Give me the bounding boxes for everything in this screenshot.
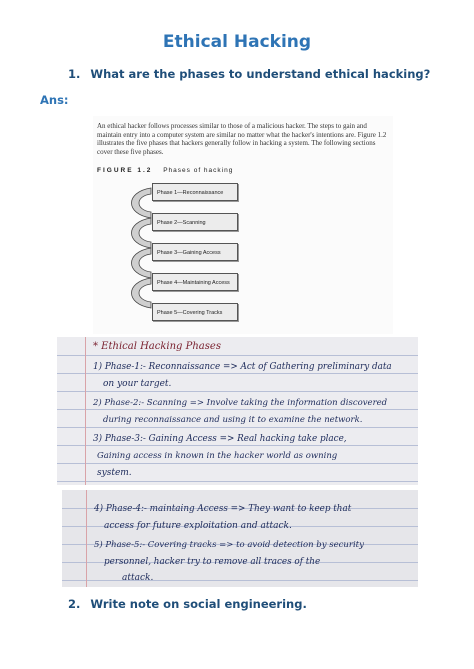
figure-number: FIGURE 1.2: [97, 167, 153, 174]
notes-line: 4) Phase-4:- maintaing Access => They want to keep that: [94, 504, 352, 514]
phase-box-5: Phase 5—Covering Tracks: [152, 303, 238, 321]
handwritten-notes-photo-1: [57, 337, 418, 485]
notes-line: attack.: [122, 573, 154, 583]
textbook-paragraph: An ethical hacker follows processes similar to those of a malicious hacker. The steps to gain and maintain entry into a computer system are similar no matter what the hacker's intentions are. Figure 1.2 illustrates the five phases that hackers generally follow in hacking a system. The following sections cover these five phases.: [97, 122, 387, 156]
handwritten-notes-photo-2: [62, 490, 418, 587]
notes-line: personnel, hacker try to remove all traces of the: [104, 557, 321, 567]
notes-line: 3) Phase-3:- Gaining Access => Real hacking take place,: [93, 434, 347, 444]
question-1: [68, 67, 430, 81]
phase-box-3: Phase 3—Gaining Access: [152, 243, 238, 261]
notes-line: 1) Phase-1:- Reconnaissance => Act of Gathering preliminary data: [93, 362, 392, 372]
figure-caption: Phases of hacking: [163, 167, 234, 174]
question-2-number: 2.: [68, 597, 81, 611]
question-1-number: 1.: [68, 67, 81, 81]
question-1-text: What are the phases to understand ethical hacking?: [90, 67, 431, 81]
textbook-scan-image: [93, 116, 393, 334]
notes-heading: * Ethical Hacking Phases: [93, 341, 221, 352]
notes-line: 2) Phase-2:- Scanning => Involve taking the information discovered: [93, 398, 388, 408]
notes-line: 5) Phase-5:- Covering tracks => to avoid detection by security: [94, 540, 364, 550]
notes-line: during reconnaissance and using it to examine the network.: [103, 415, 363, 425]
notes-line: Gaining access in known in the hacker world as owning: [97, 451, 338, 461]
phase-box-4: Phase 4—Maintaining Access: [152, 273, 238, 291]
answer-label: Ans:: [40, 93, 69, 107]
phase-box-1: Phase 1—Reconnaissance: [152, 183, 238, 201]
document-title: Ethical Hacking: [162, 32, 312, 52]
question-2-text: Write note on social engineering.: [90, 597, 307, 611]
notes-line: on your target.: [103, 379, 172, 389]
figure-label: [97, 167, 233, 174]
question-2: [68, 597, 307, 611]
notes-line: access for future exploitation and attack.: [104, 521, 292, 531]
phase-box-2: Phase 2—Scanning: [152, 213, 238, 231]
notes-line: system.: [97, 468, 132, 478]
